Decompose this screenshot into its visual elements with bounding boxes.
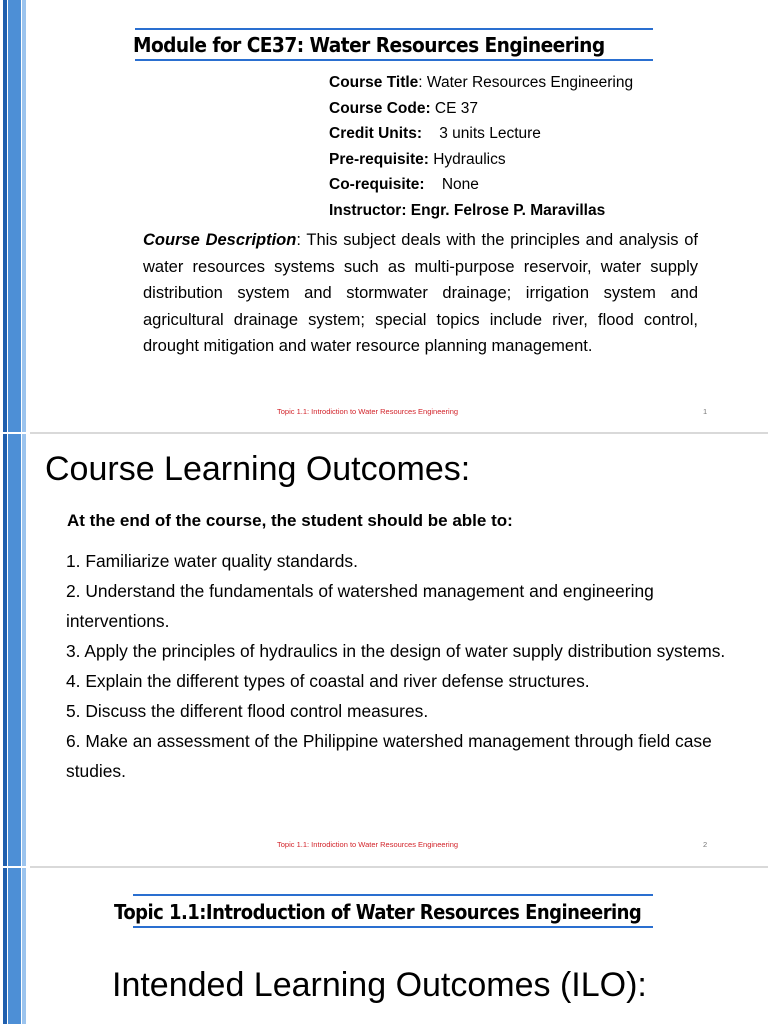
slide-1 — [0, 0, 768, 432]
list-item: 1. Familiarize water quality standards. — [66, 551, 358, 571]
credit-units-row: Credit Units: 3 units Lecture — [329, 125, 541, 143]
clo-heading: Course Learning Outcomes: — [45, 450, 471, 488]
course-info-list — [329, 70, 749, 224]
topic-rule-bottom — [133, 926, 653, 928]
slide-page-number: 2 — [703, 840, 708, 849]
left-accent-bar — [8, 0, 21, 1024]
left-accent-bar — [3, 0, 7, 1024]
instructor-row: Instructor: Engr. Felrose P. Maravillas — [329, 201, 606, 219]
clo-list — [66, 546, 726, 786]
module-title: Module for CE37: Water Resources Engineering — [133, 33, 605, 57]
course-description-text: : This subject deals with the principles and analysis of water resources systems such as multi-purpose reservoir, water supply distribution system and stormwater drainage; irrigation system and agricultural drainage system; special topics include river, flood control, drought mitigation and water resource planning management. — [143, 231, 699, 356]
title-rule-top — [135, 28, 653, 30]
clo-intro: At the end of the course, the student should be able to: — [67, 511, 513, 530]
list-item: 4. Explain the different types of coastal and river defense structures. — [66, 671, 590, 691]
topic-rule-top — [133, 894, 653, 896]
left-bar-divider — [0, 432, 30, 434]
list-item: 5. Discuss the different flood control measures. — [66, 701, 429, 721]
course-title-row: Course Title: Water Resources Engineering — [329, 74, 634, 91]
course-description-label: Course Description — [143, 231, 297, 249]
slide-footer-topic: Topic 1.1: Introdiction to Water Resources Engineering — [277, 407, 459, 416]
slide-footer-topic: Topic 1.1: Introdiction to Water Resources Engineering — [277, 840, 459, 849]
course-description — [143, 227, 698, 360]
title-rule-bottom — [135, 59, 653, 61]
slide-page-number: 1 — [703, 407, 708, 416]
list-item: 2. Understand the fundamentals of watershed management and engineering interventions. — [66, 581, 654, 631]
prerequisite-row: Pre-requisite: Hydraulics — [329, 150, 506, 168]
left-bar-divider — [0, 866, 30, 868]
list-item: 3. Apply the principles of hydraulics in the design of water supply distribution systems. — [66, 641, 726, 661]
course-code-row: Course Code: CE 37 — [329, 99, 479, 117]
topic-title: Topic 1.1:Introduction of Water Resources Engineering — [114, 900, 642, 924]
list-item: 6. Make an assessment of the Philippine watershed management through field case studies. — [66, 731, 712, 781]
left-accent-bar — [22, 0, 26, 1024]
corequisite-row: Co-requisite: None — [329, 176, 479, 194]
ilo-heading: Intended Learning Outcomes (ILO): — [112, 966, 647, 1004]
